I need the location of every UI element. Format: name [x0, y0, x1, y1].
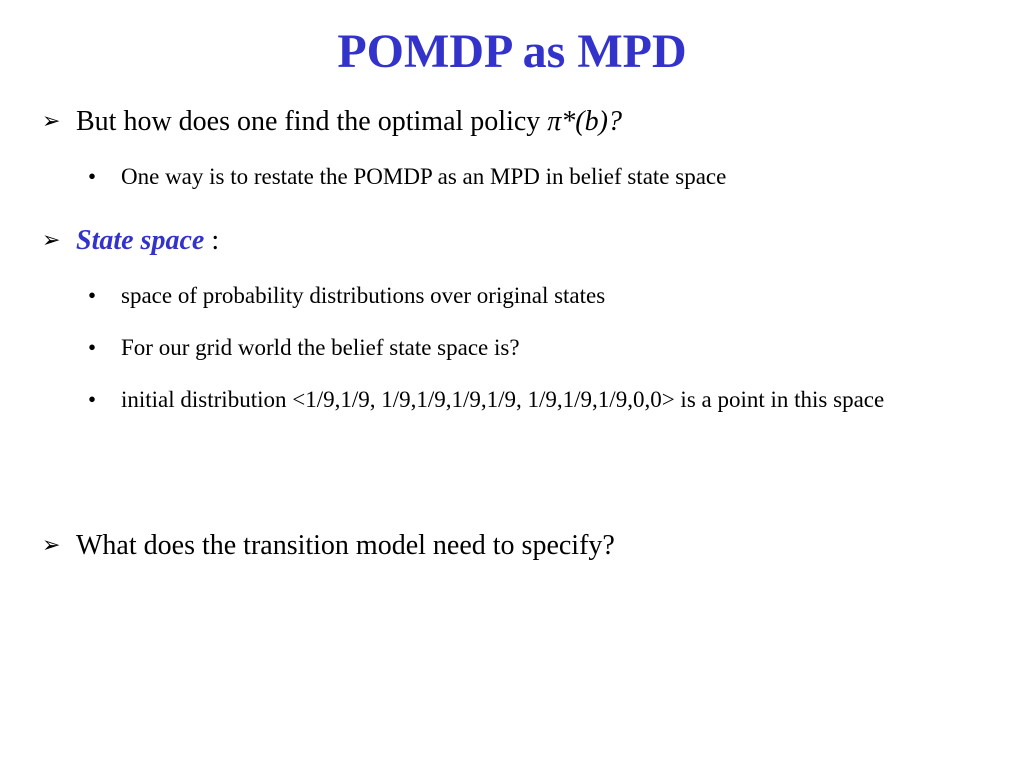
- sub-bullet-initial-distribution: [88, 384, 974, 415]
- arrow-bullet-icon: ➢: [42, 228, 61, 253]
- bullet-transition-model: [42, 530, 984, 562]
- bullet-optimal-policy-text: But how does one find the optimal policy: [76, 106, 548, 137]
- arrow-bullet-icon: ➢: [42, 109, 61, 134]
- dot-bullet-icon: •: [88, 283, 97, 308]
- dot-bullet-icon: •: [88, 387, 97, 412]
- bullet-text: [76, 225, 219, 257]
- arrow-bullet-icon: ➢: [42, 533, 61, 558]
- bullet-transition-model-text: What does the transition model need to specify?: [76, 530, 615, 561]
- sub-bullet-grid-world-text: For our grid world the belief state space is?: [121, 335, 520, 360]
- bullet-state-space: [42, 225, 984, 257]
- sub-bullet-restate: [88, 161, 974, 192]
- slide-title: POMDP as MPD: [337, 25, 687, 78]
- state-space-suffix: :: [204, 225, 220, 256]
- sub-bullet-grid-world: [88, 332, 974, 363]
- bullet-text: [76, 106, 622, 138]
- sub-bullet-restate-text: One way is to restate the POMDP as an MPD in belief state space: [121, 164, 727, 189]
- policy-math: π*(b)?: [547, 106, 622, 137]
- sub-bullet-probability: [88, 280, 974, 311]
- bullet-optimal-policy: [42, 106, 984, 138]
- sub-bullet-probability-text: space of probability distributions over original states: [121, 283, 606, 308]
- dot-bullet-icon: •: [88, 164, 97, 189]
- sub-bullet-initial-distribution-text: initial distribution <1/9,1/9, 1/9,1/9,1/9,1/9, 1/9,1/9,1/9,0,0> is a point in this space: [121, 387, 885, 412]
- dot-bullet-icon: •: [88, 335, 97, 360]
- state-space-emphasis: State space: [76, 225, 205, 256]
